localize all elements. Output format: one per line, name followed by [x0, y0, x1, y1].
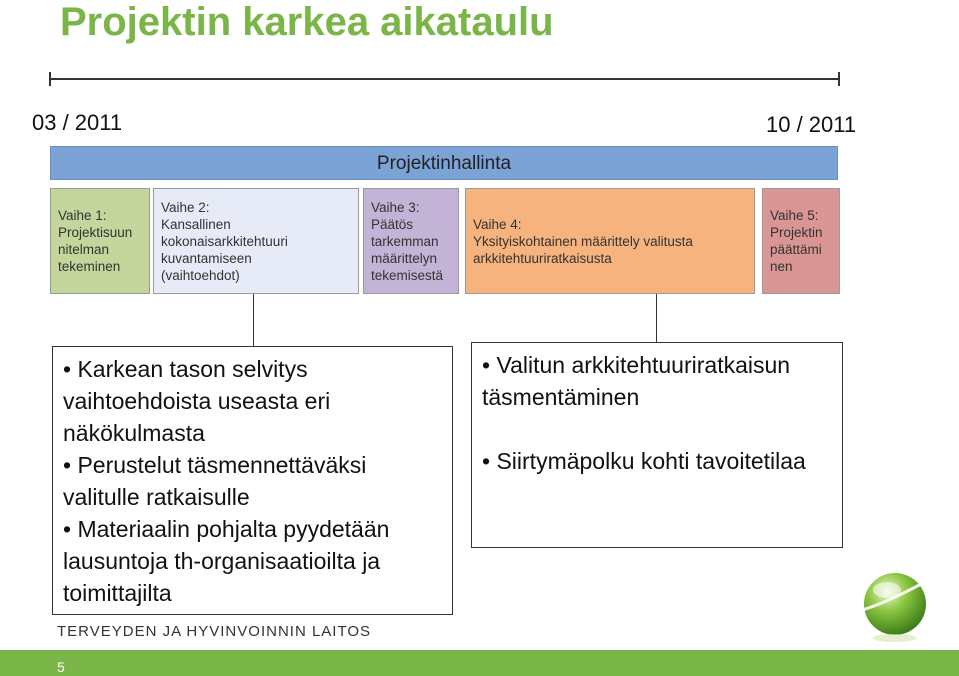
phase-4-line: Vaihe 4: [473, 216, 522, 232]
page-title: Projektin karkea aikataulu [60, 0, 554, 44]
page-number: 5 [57, 659, 65, 675]
phase-3-line: tekemisestä [371, 267, 444, 283]
phase-4-line: Yksityiskohtainen määrittely valitusta [473, 233, 693, 249]
phase-1-box [50, 188, 150, 294]
footer-bar [0, 650, 959, 676]
phase-1-line: Vaihe 1: [58, 208, 107, 223]
phase-4-details-box [471, 342, 843, 548]
detail-bullet: • Siirtymäpolku kohti tavoitetilaa [482, 445, 832, 477]
phase-2-details-box [52, 346, 453, 615]
timeline-start-date: 03 / 2011 [32, 110, 123, 135]
phase-3-box [363, 188, 459, 294]
phase-5-line: nen [770, 259, 793, 274]
detail-bullet: • Valitun arkkitehtuuriratkaisun täsmentäminen [482, 349, 832, 413]
timeline-end-date: 10 / 2011 [766, 112, 857, 137]
phase-5-line: Vaihe 5: [770, 208, 819, 223]
phase-1-line: nitelman [58, 242, 110, 257]
connector-phase-2 [253, 294, 254, 347]
detail-bullet: • Materiaalin pohjalta pyydetään lausuntoja th-organisaatioilta ja toimittajilta [63, 513, 442, 609]
phase-2-line: Kansallinen [161, 216, 231, 232]
phase-2-line: (vaihtoehdot) [161, 267, 240, 283]
phase-4-box [465, 188, 755, 294]
phase-4-line: arkkitehtuuriratkaisusta [473, 250, 612, 266]
detail-bullet: • Karkean tason selvitys vaihtoehdoista useasta eri näkökulmasta [63, 353, 442, 449]
phase-2-line: Vaihe 2: [161, 199, 210, 215]
timeline-line [50, 78, 840, 80]
globe-logo-icon [835, 568, 931, 644]
detail-bullet: • Perustelut täsmennettäväksi valitulle ratkaisulle [63, 449, 442, 513]
timeline-start-tick [49, 72, 51, 86]
phase-5-line: Projektin [770, 225, 823, 240]
phase-1-line: tekeminen [58, 259, 121, 274]
phase-3-line: Vaihe 3: [371, 199, 420, 215]
phase-5-line: päättämi [770, 242, 822, 257]
phase-2-line: kokonaisarkkitehtuuri [161, 233, 288, 249]
connector-phase-4 [656, 294, 657, 343]
timeline-end-tick [838, 72, 840, 86]
phase-3-line: määrittelyn [371, 250, 438, 266]
organization-name: TERVEYDEN JA HYVINVOINNIN LAITOS [57, 623, 372, 640]
phase-3-line: Päätös [371, 216, 414, 232]
phase-2-line: kuvantamiseen [161, 250, 252, 266]
phase-3-line: tarkemman [371, 233, 439, 249]
phase-1-line: Projektisuun [58, 225, 133, 240]
phase-5-box [762, 188, 840, 294]
project-management-bar: Projektinhallinta [50, 146, 838, 180]
phase-2-box [153, 188, 359, 294]
